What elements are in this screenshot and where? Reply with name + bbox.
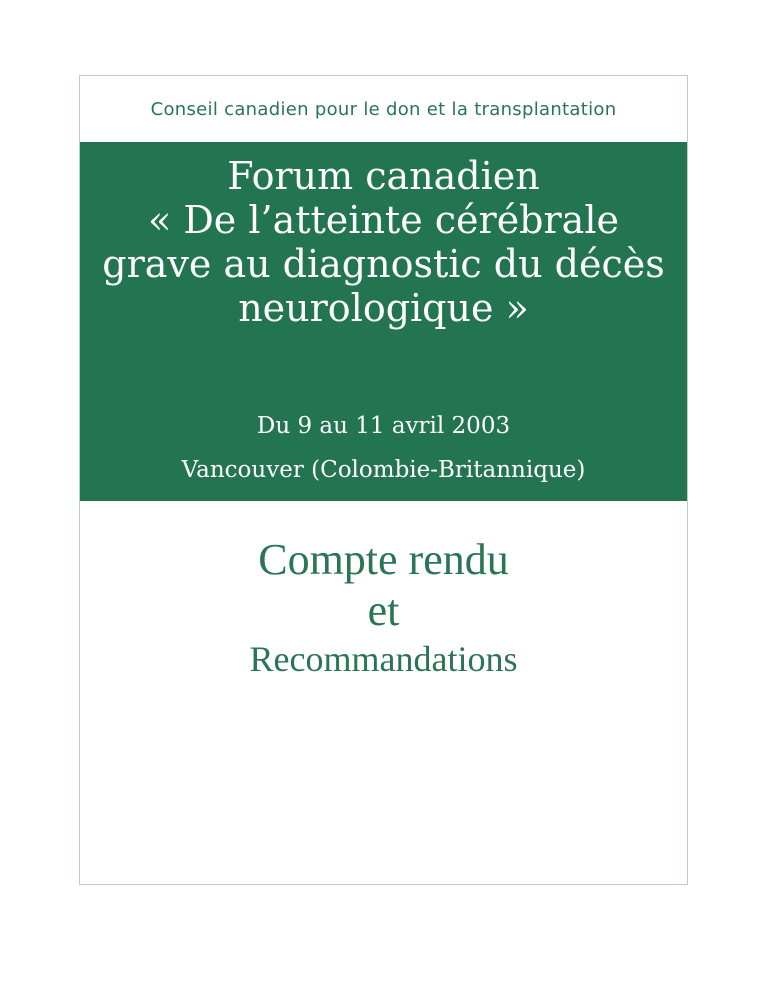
- forum-location: Vancouver (Colombie-Britannique): [181, 457, 586, 483]
- report-title-line-1: Compte rendu: [258, 535, 509, 584]
- forum-title-line: « De l’atteinte cérébrale: [148, 198, 619, 242]
- report-title-line-2: et: [367, 586, 400, 635]
- cover-frame: [79, 75, 688, 885]
- report-title: [80, 534, 687, 682]
- forum-title: [80, 142, 687, 330]
- forum-banner: [80, 142, 687, 501]
- forum-title-line: grave au diagnostic du décès: [102, 242, 665, 286]
- forum-dates: Du 9 au 11 avril 2003: [256, 413, 511, 439]
- forum-title-line: neurologique »: [238, 286, 529, 330]
- forum-title-line: Forum canadien: [227, 154, 540, 198]
- report-title-line-3: Recommandations: [249, 639, 518, 679]
- organization-name: Conseil canadien pour le don et la transplantation: [150, 98, 617, 120]
